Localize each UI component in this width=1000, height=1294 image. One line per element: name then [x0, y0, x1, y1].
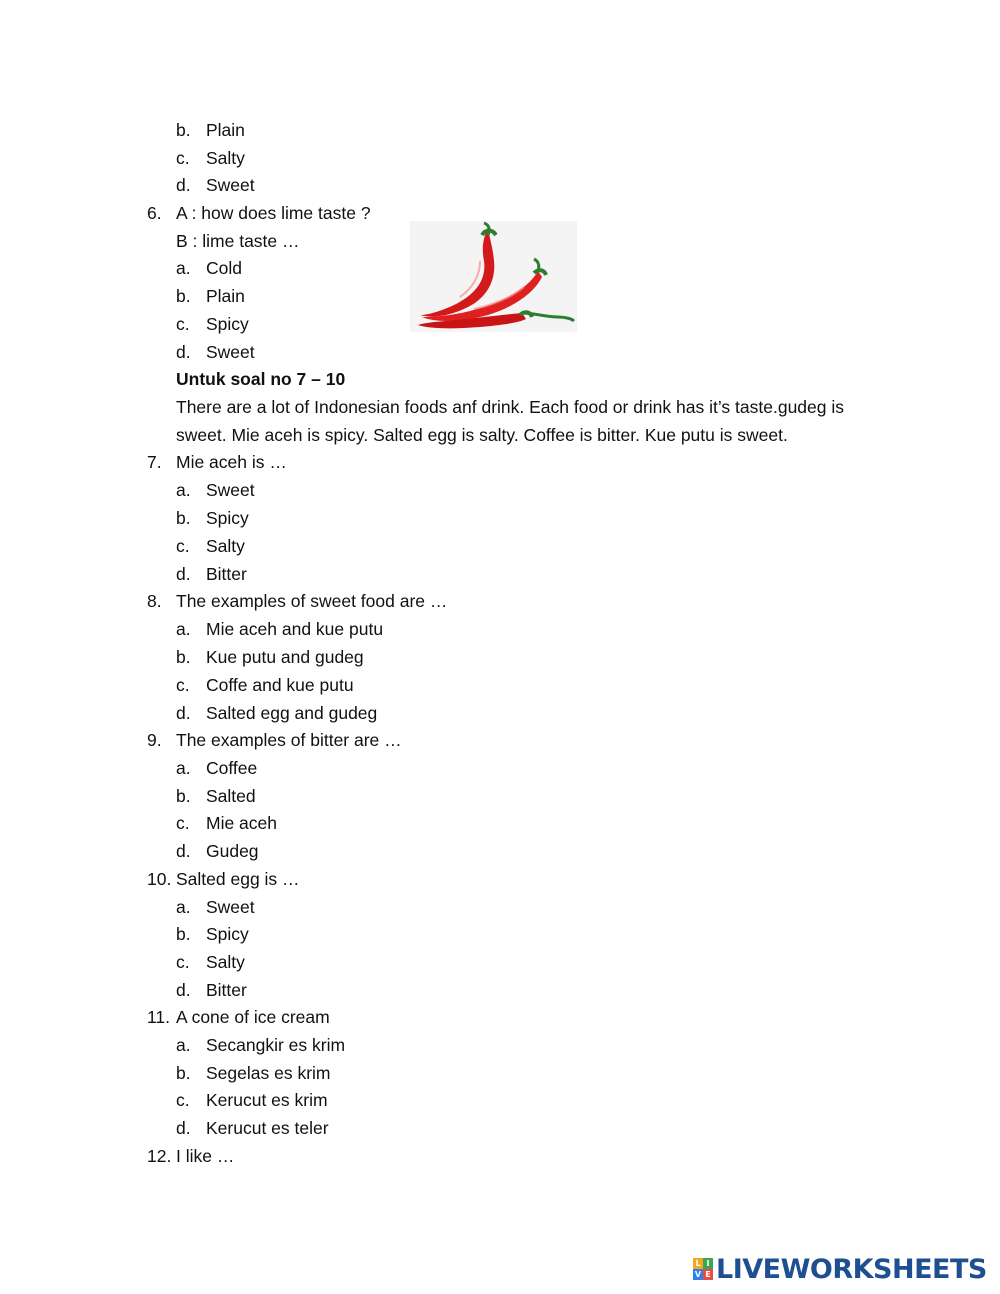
- liveworksheets-logo[interactable]: [693, 1254, 987, 1284]
- option-letter: c.: [176, 813, 190, 833]
- option-letter: d.: [176, 980, 191, 1000]
- question-text: A cone of ice cream: [176, 1007, 330, 1027]
- option-letter: b.: [176, 1063, 191, 1083]
- option-text: Sweet: [206, 480, 255, 500]
- option-text: Sweet: [206, 342, 255, 362]
- option-text: Salty: [206, 952, 245, 972]
- logo-text: LIVEWORKSHEETS: [716, 1253, 987, 1285]
- option-letter: b.: [176, 924, 191, 944]
- option-text: Secangkir es krim: [206, 1035, 346, 1055]
- logo-mark-icon: [693, 1258, 713, 1280]
- option-text: Salted: [206, 786, 256, 806]
- option-text: Coffee: [206, 758, 258, 778]
- option-text: Sweet: [206, 897, 255, 917]
- option-letter: d.: [176, 342, 191, 362]
- question-number: 7.: [147, 452, 162, 472]
- option-text: Plain: [206, 120, 245, 140]
- reading-paragraph: There are a lot of Indonesian foods anf drink. Each food or drink has it’s taste.gudeg is sweet. Mie aceh is spicy. Salted egg is salty. Coffee is bitter. Kue putu is sweet.: [176, 397, 844, 445]
- logo-mark-letter: I: [703, 1258, 713, 1269]
- question-text: B : lime taste …: [176, 231, 300, 251]
- option-letter: a.: [176, 1035, 191, 1055]
- option-letter: d.: [176, 703, 191, 723]
- option-letter: a.: [176, 619, 191, 639]
- option-text: Mie aceh: [206, 813, 278, 833]
- option-letter: c.: [176, 1090, 190, 1110]
- option-letter: d.: [176, 841, 191, 861]
- question-number: 6.: [147, 203, 162, 223]
- option-text: Segelas es krim: [206, 1063, 331, 1083]
- option-letter: c.: [176, 148, 190, 168]
- option-text: Salty: [206, 536, 245, 556]
- option-letter: a.: [176, 258, 191, 278]
- option-text: Salted egg and gudeg: [206, 703, 378, 723]
- option-letter: d.: [176, 175, 191, 195]
- question-number: 8.: [147, 591, 162, 611]
- option-letter: d.: [176, 1118, 191, 1138]
- option-letter: a.: [176, 480, 191, 500]
- option-letter: c.: [176, 536, 190, 556]
- option-text: Cold: [206, 258, 242, 278]
- logo-mark-letter: E: [703, 1269, 713, 1280]
- option-text: Plain: [206, 286, 245, 306]
- question-number: 9.: [147, 730, 162, 750]
- option-letter: c.: [176, 314, 190, 334]
- option-text: Gudeg: [206, 841, 259, 861]
- question-text: Salted egg is …: [176, 869, 300, 889]
- question-number: 11.: [147, 1007, 171, 1027]
- question-text: Mie aceh is …: [176, 452, 287, 472]
- option-text: Spicy: [206, 924, 249, 944]
- option-text: Bitter: [206, 980, 247, 1000]
- question-number: 12.: [147, 1146, 172, 1166]
- option-text: Kue putu and gudeg: [206, 647, 364, 667]
- logo-mark-letter: L: [693, 1258, 703, 1269]
- option-text: Bitter: [206, 564, 247, 584]
- option-text: Kerucut es krim: [206, 1090, 328, 1110]
- option-letter: a.: [176, 758, 191, 778]
- question-text: The examples of sweet food are …: [176, 591, 448, 611]
- option-letter: b.: [176, 647, 191, 667]
- option-letter: b.: [176, 286, 191, 306]
- question-text: I like …: [176, 1146, 235, 1166]
- option-text: Spicy: [206, 314, 249, 334]
- option-text: Mie aceh and kue putu: [206, 619, 384, 639]
- question-text: The examples of bitter are …: [176, 730, 402, 750]
- option-letter: b.: [176, 508, 191, 528]
- logo-mark-letter: V: [694, 1270, 702, 1279]
- question-text: A : how does lime taste ?: [176, 203, 371, 223]
- option-text: Coffe and kue putu: [206, 675, 354, 695]
- option-letter: b.: [176, 786, 191, 806]
- red-chili-peppers-icon: [410, 221, 577, 332]
- chili-illustration: [410, 221, 577, 332]
- option-letter: a.: [176, 897, 191, 917]
- question-number: 10.: [147, 869, 172, 889]
- option-text: Spicy: [206, 508, 249, 528]
- option-letter: b.: [176, 120, 191, 140]
- section-heading-text: Untuk soal no 7 – 10: [176, 369, 346, 389]
- option-letter: c.: [176, 675, 190, 695]
- option-text: Kerucut es teler: [206, 1118, 329, 1138]
- option-letter: c.: [176, 952, 190, 972]
- option-text: Sweet: [206, 175, 255, 195]
- option-text: Salty: [206, 148, 245, 168]
- option-letter: d.: [176, 564, 191, 584]
